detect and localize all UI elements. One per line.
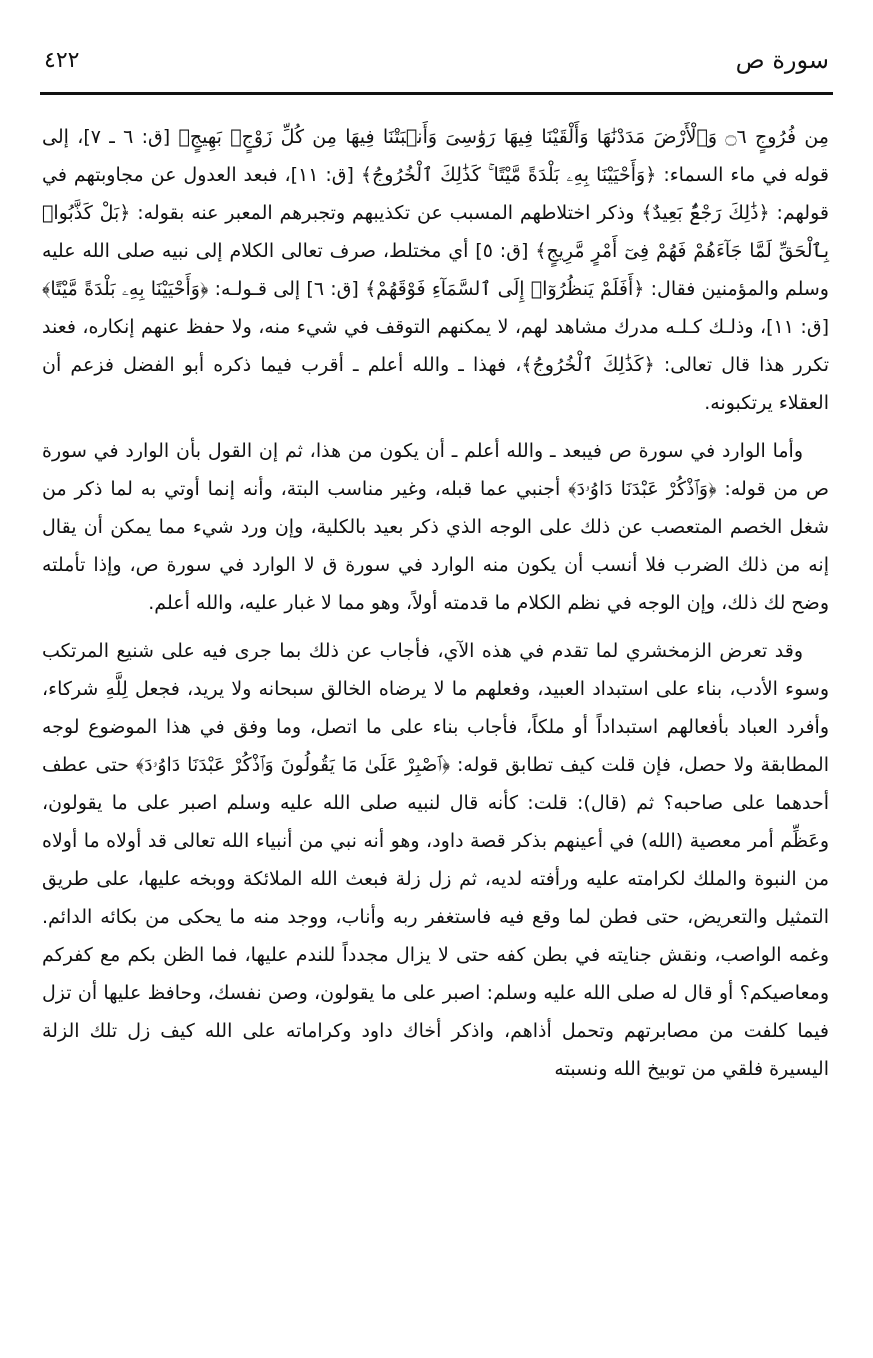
running-title: سورة ص <box>735 46 829 74</box>
paragraph-3: وقد تعرض الزمخشري لما تقدم في هذه الآي، فأجاب عن ذلك بما جرى فيه على شنيع المرتكب وسوء الأدب، بناء على استبداد العبيد، وفعلهم ما لا يرضاه الخالق سبحانه ولا يريد، فجعل لِلَّهِ شركاء، وأفرد العباد بأفعالهم استبداداً أو ملكاً، فأجاب بناء على ما اتصل، وما وفق في هذا الموضوع لوجه المطابقة ولا حصل، فإن قلت كيف تطابق قوله: ﴿ٱصْبِرْ عَلَىٰ مَا يَقُولُونَ وَٱذْكُرْ عَبْدَنَا دَاوُۥدَ﴾ حتى عطف أحدهما على صاحبه؟ ثم (قال): قلت: كأنه قال لنبيه صلى الله عليه وسلم اصبر على ما يقولون، وعَظِّم أمر معصية (الله) في أعينهم بذكر قصة داود، وهو أنه نبي من أنبياء الله تعالى قد أولاه ما أولاه من النبوة والملك لكرامته عليه ورأفته لديه، ثم زل زلة فبعث الله الملائكة ووبخه عليها، على طريق التمثيل والتعريض، حتى فطن لما وقع فيه فاستغفر ربه وأناب، ووجد منه ما يحكى من بكائه الدائم. وغمه الواصب، ونقش جنايته في بطن كفه حتى لا يزال مجدداً للندم عليها، فما الظن بكم مع كفركم ومعاصيكم؟ أو قال له صلى الله عليه وسلم: اصبر على ما يقولون، وصن نفسك، وحافظ عليها أن تزل فيما كلفت من مصابرتهم وتحمل أذاهم، واذكر أخاك داود وكراماته على الله كيف زل تلك الزلة اليسيرة فلقي من توبيخ الله ونسبته <box>42 640 829 1080</box>
header-divider <box>40 92 833 95</box>
page-number: ٤٢٢ <box>44 48 80 73</box>
page-header <box>40 40 833 90</box>
paragraph-1: مِن فُرُوجٍ ۝٦ وَٱلْأَرْضَ مَدَدْنَٰهَا وَأَلْقَيْنَا فِيهَا رَوَٰسِىَ وَأَنۢبَتْنَا فِيهَا مِن كُلِّ زَوْجٍۭ بَهِيجٍ﴾ [ق: ٦ ـ ٧]، إلى قوله في ماء السماء: ﴿وَأَحْيَيْنَا بِهِۦ بَلْدَةً مَّيْتًا ۚ كَذَٰلِكَ ٱلْخُرُوجُ﴾ [ق: ١١]، فبعد العدول عن مجاوبتهم في قولهم: ﴿ذَٰلِكَ رَجْعٌۢ بَعِيدٌ﴾ وذكر اختلاطهم المسبب عن تكذيبهم وتجبرهم المعبر عنه بقوله: ﴿بَلْ كَذَّبُوا۟ بِٱلْحَقِّ لَمَّا جَآءَهُمْ فَهُمْ فِىٓ أَمْرٍ مَّرِيجٍ﴾ [ق: ٥] أي مختلط، صرف تعالى الكلام إلى نبيه صلى الله عليه وسلم والمؤمنين فقال: ﴿أَفَلَمْ يَنظُرُوٓا۟ إِلَى ٱلسَّمَآءِ فَوْقَهُمْ﴾ [ق: ٦] إلى قـولـه: ﴿وَأَحْيَيْنَا بِهِۦ بَلْدَةً مَّيْتًا﴾ [ق: ١١]، وذلـك كـلـه مدرك مشاهد لهم، لا يمكنهم التوقف في شيء منه، ولا حفظ عنهم إنكاره، فعند تكرر هذا قال تعالى: ﴿كَذَٰلِكَ ٱلْخُرُوجُ﴾، فهذا ـ والله أعلم ـ أقرب فيما ذكره أبو الفضل فزعم أن العقلاء يرتكبونه. <box>42 126 830 414</box>
paragraph-2: وأما الوارد في سورة ص فيبعد ـ والله أعلم ـ أن يكون من هذا، ثم إن القول بأن الوارد في سورة ص من قوله: ﴿وَٱذْكُرْ عَبْدَنَا دَاوُۥدَ﴾ أجنبي عما قبله، وغير مناسب البتة، وأنه إنما أوتي به لما ذكر من شغل الخصم المتعصب عن ذلك على الوجه الذي ذكر بعيد بالكلية، وإن ورد شيء مما يمكن أن يقال إنه من ذلك الضرب فلا أنسب أن يكون منه الوارد في سورة ق لا الوارد في سورة ص، وإذا تأملته وضح لك ذلك، وإن الوجه في نظم الكلام ما قدمته أولاً، وهو مما لا غبار عليه، والله أعلم. <box>42 440 829 614</box>
page-body <box>42 118 829 1098</box>
